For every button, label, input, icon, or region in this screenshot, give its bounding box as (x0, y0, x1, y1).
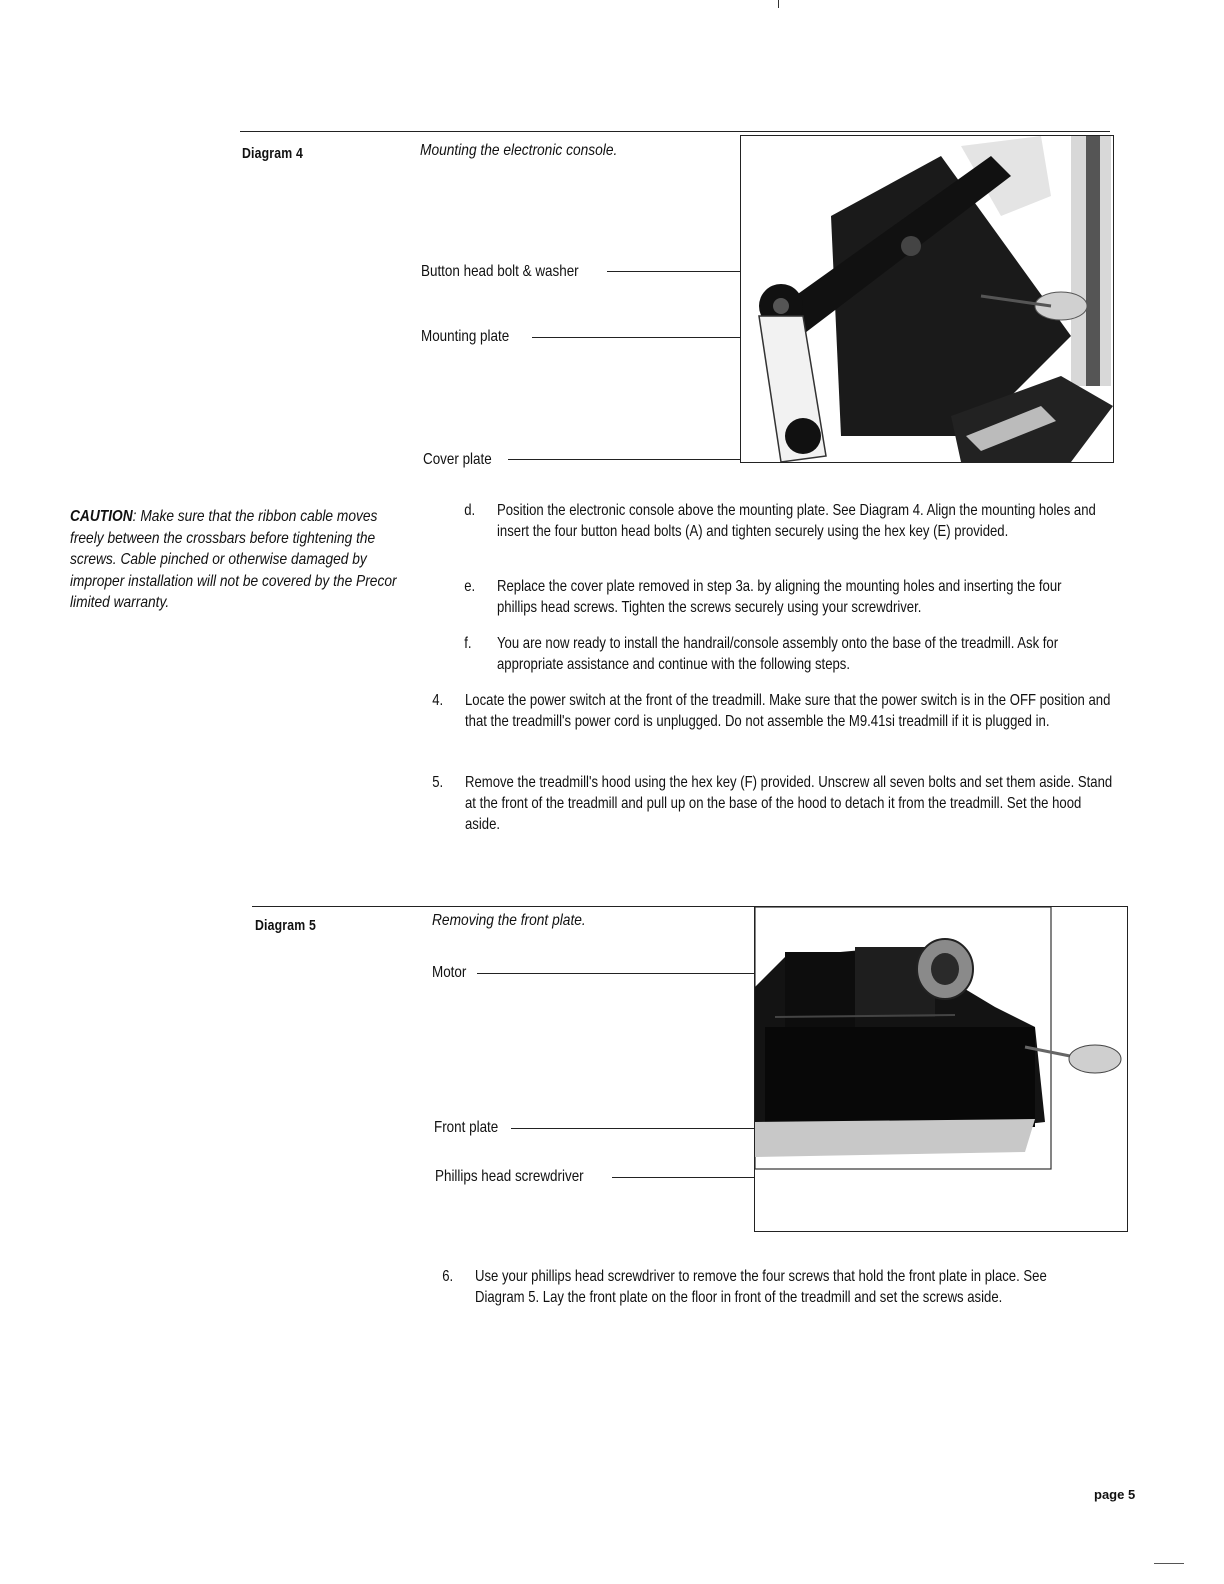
substep-f (464, 633, 1071, 675)
substep-f-text: You are now ready to install the handrail/console assembly onto the base of the treadmill. Ask for appropriate assistance and continue with the following steps. (497, 635, 1059, 673)
step-6-marker: 6. (442, 1268, 454, 1285)
page-number: page 5 (1094, 1487, 1136, 1502)
substep-e-marker: e. (464, 578, 476, 595)
top-tick-mark (778, 0, 779, 8)
diagram4-title: Mounting the electronic console. (420, 142, 618, 159)
step-4 (432, 690, 1117, 732)
diagram5-title: Removing the front plate. (432, 912, 586, 929)
substep-f-marker: f. (464, 635, 472, 652)
substep-e-text: Replace the cover plate removed in step 3a. by aligning the mounting holes and inserting the four phillips head screws. Tighten the screws securely using your screwdriver. (497, 578, 1062, 616)
step-4-text: Locate the power switch at the front of the treadmill. Make sure that the power switch is in the OFF position and that the treadmill's power cord is unplugged. Do not assemble the M9.41si treadmill if it is plugged in. (465, 692, 1111, 730)
diagram4-photo (740, 135, 1114, 463)
caution-lead: CAUTION (70, 508, 133, 525)
callout-cover-plate: Cover plate (423, 451, 492, 468)
callout-button-head-bolt: Button head bolt & washer (421, 263, 579, 280)
callout-screwdriver: Phillips head screwdriver (435, 1168, 584, 1185)
step-6 (442, 1266, 1098, 1308)
caution-note (70, 506, 414, 614)
console-mount-illustration (741, 136, 1113, 462)
callout-mounting-plate: Mounting plate (421, 328, 510, 345)
step-5-marker: 5. (432, 774, 444, 791)
diagram4-rule (240, 131, 1110, 132)
callout-front-plate: Front plate (434, 1119, 499, 1136)
step-6-text: Use your phillips head screwdriver to remove the four screws that hold the front plate in place. See Diagram 5. Lay the front plate on the floor in front of the treadmill and set the screws aside. (475, 1268, 1047, 1306)
leader-motor (477, 973, 787, 974)
substep-d-text: Position the electronic console above the mounting plate. See Diagram 4. Align the mounting holes and insert the four button head bolts (A) and tighten securely using the hex key (E) provided. (497, 502, 1096, 540)
leader-screwdriver (612, 1177, 762, 1178)
caution-text: : Make sure that the ribbon cable moves freely between the crossbars before tightening the screws. Cable pinched or otherwise damaged by improper installation will not be covered by the Precor limited warranty. (70, 508, 397, 611)
edge-mark (1154, 1563, 1184, 1564)
step-5 (432, 772, 1117, 835)
substep-d (464, 500, 1104, 542)
substep-d-marker: d. (464, 502, 476, 519)
diagram5-photo (754, 906, 1128, 1232)
diagram5-label: Diagram 5 (255, 917, 316, 934)
substep-e (464, 576, 1104, 618)
step-4-marker: 4. (432, 692, 444, 709)
callout-motor: Motor (432, 964, 467, 981)
step-5-text: Remove the treadmill's hood using the hex key (F) provided. Unscrew all seven bolts and set them aside. Stand at the front of the treadmill and pull up on the base of the hood to detach it from the treadmill. Set the hood aside. (465, 774, 1113, 833)
front-plate-illustration (755, 907, 1127, 1231)
diagram4-label: Diagram 4 (242, 145, 303, 162)
leader-front-plate (511, 1128, 761, 1129)
